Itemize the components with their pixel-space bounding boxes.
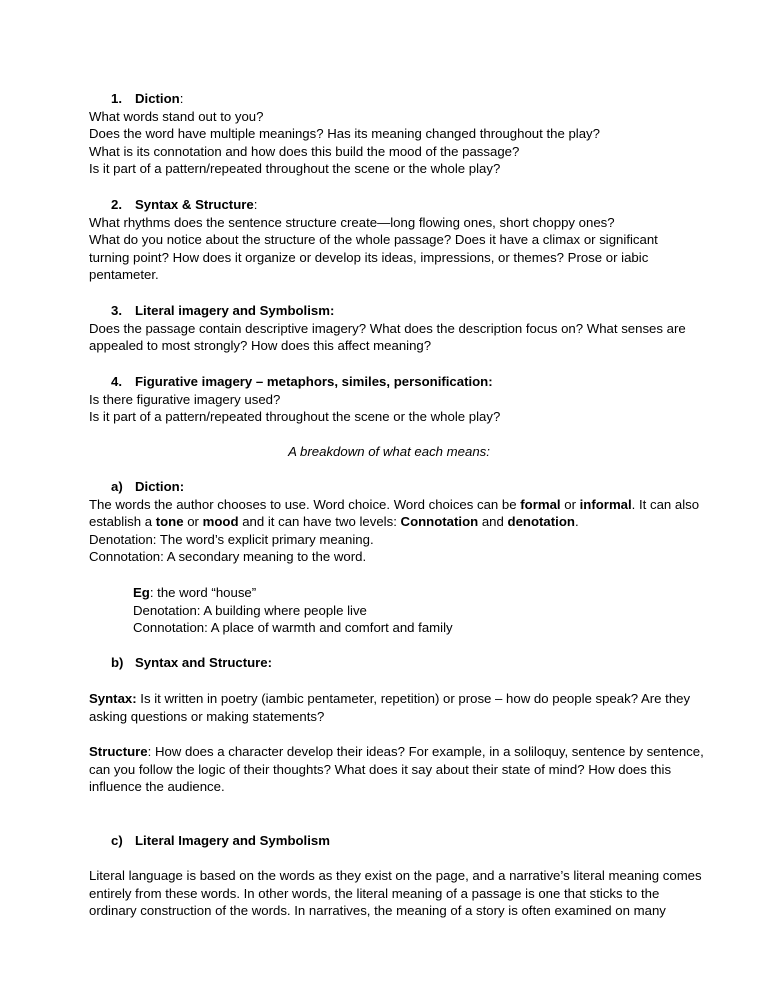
- section-figurative-imagery: [89, 373, 689, 426]
- breakdown-title: A breakdown of what each means:: [288, 444, 490, 459]
- breakdown-syntax-structure: [89, 654, 689, 672]
- section-heading: 4. Figurative imagery – metaphors, similes, personification:: [111, 374, 493, 389]
- definition-line: Denotation: The word’s explicit primary meaning.: [89, 531, 374, 547]
- example-line: Connotation: A place of warmth and comfort and family: [133, 620, 453, 636]
- body-line: establish a tone or mood and it can have two levels: Connotation and denotation.: [89, 514, 579, 530]
- body-line: The words the author chooses to use. Word choice. Word choices can be formal or informal. It can also: [89, 496, 700, 512]
- subsection-heading: b) Syntax and Structure:: [111, 655, 273, 670]
- question-line: What words stand out to you?: [89, 108, 264, 124]
- subsection-heading: a) Diction:: [111, 479, 185, 494]
- breakdown-diction: [89, 478, 700, 566]
- section-heading: 3. Literal imagery and Symbolism:: [111, 303, 335, 318]
- body-line: Literal language is based on the words as they exist on the page, and a narrative’s literal meaning comes: [89, 868, 702, 883]
- question-line: Does the word have multiple meanings? Has its meaning changed throughout the play?: [89, 126, 600, 142]
- section-heading: 2. Syntax & Structure:: [111, 197, 258, 212]
- example-block: [89, 584, 733, 637]
- body-line: entirely from these words. In other words, the literal meaning of a passage is one that sticks to the: [89, 885, 660, 901]
- question-line: What is its connotation and how does this build the mood of the passage?: [89, 143, 520, 159]
- body-line: ordinary construction of the words. In narratives, the meaning of a story is often examined on many: [89, 903, 666, 919]
- section-diction: [89, 90, 689, 178]
- question-line: Is there figurative imagery used?: [89, 391, 281, 407]
- example-line: Denotation: A building where people live: [133, 602, 367, 618]
- body-line: can you follow the logic of their thoughts? What does it say about their state of mind? How does this: [89, 761, 672, 777]
- body-line: Structure: How does a character develop their ideas? For example, in a soliloquy, sentence by sentence,: [89, 744, 704, 759]
- body-line: asking questions or making statements?: [89, 708, 325, 724]
- body-line: influence the audience.: [89, 779, 225, 795]
- question-line: What rhythms does the sentence structure create—long flowing ones, short choppy ones?: [89, 214, 615, 230]
- section-heading: 1. Diction:: [111, 91, 184, 106]
- subsection-heading: c) Literal Imagery and Symbolism: [111, 833, 330, 848]
- structure-paragraph: [89, 743, 704, 796]
- example-line: Eg: the word “house”: [133, 585, 257, 600]
- question-line: appealed to most strongly? How does this affect meaning?: [89, 338, 432, 354]
- literal-paragraph: [89, 867, 702, 920]
- syntax-paragraph: [89, 690, 689, 725]
- definition-line: Connotation: A secondary meaning to the word.: [89, 549, 367, 565]
- question-line: What do you notice about the structure of the whole passage? Does it have a climax or significant: [89, 232, 658, 248]
- section-literal-imagery: [89, 302, 689, 355]
- question-line: Is it part of a pattern/repeated throughout the scene or the whole play?: [89, 409, 501, 425]
- question-line: pentameter.: [89, 267, 159, 283]
- question-line: Is it part of a pattern/repeated throughout the scene or the whole play?: [89, 161, 501, 177]
- breakdown-literal-imagery: [89, 832, 689, 850]
- question-line: turning point? How does it organize or develop its ideas, impressions, or themes? Prose or iabic: [89, 249, 649, 265]
- question-line: Does the passage contain descriptive imagery? What does the description focus on? What senses are: [89, 320, 686, 336]
- section-syntax-structure: [89, 196, 689, 284]
- body-line: Syntax: Is it written in poetry (iambic pentameter, repetition) or prose – how do people speak? Are they: [89, 691, 691, 706]
